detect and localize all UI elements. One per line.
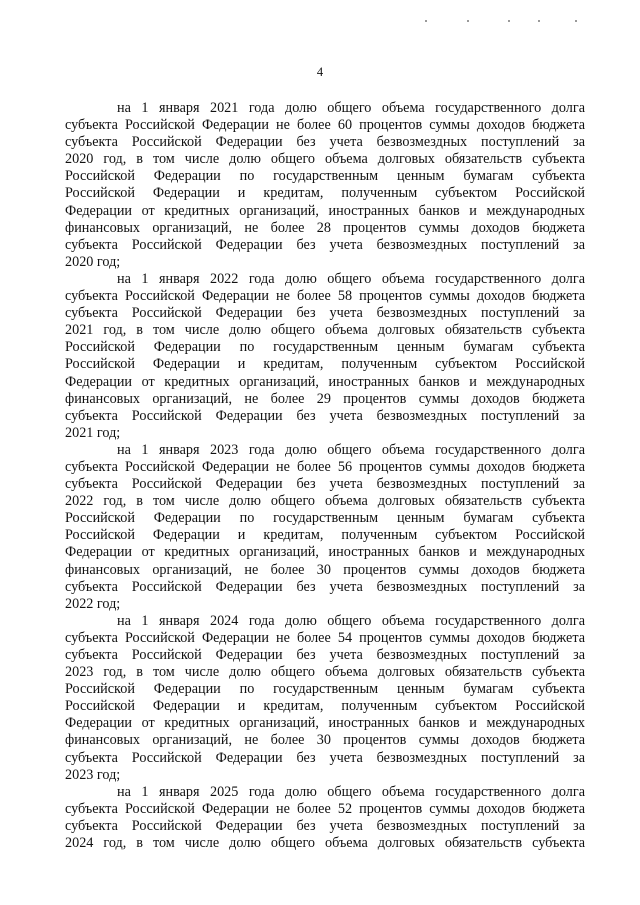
paragraph-2022 [65,271,585,442]
paragraph-2021 [65,100,585,271]
text-line: финансовых организаций, не более 30 процентов суммы доходов бюджета [65,732,585,749]
text-line: субъекта Российской Федерации без учета безвозмездных поступлений за [65,305,585,322]
text-line: на 1 января 2023 года долю общего объема государственного долга [117,441,585,458]
text-line: 2023 год, в том числе долю общего объема долговых обязательств субъекта [65,664,585,681]
text-line: на 1 января 2024 года долю общего объема государственного долга [117,612,585,629]
text-line: Российской Федерации и кредитам, полученным субъектом Российской [65,527,585,544]
text-line: субъекта Российской Федерации без учета безвозмездных поступлений за [65,134,585,151]
text-line: финансовых организаций, не более 28 процентов суммы доходов бюджета [65,219,585,236]
text-line: на 1 января 2022 года долю общего объема государственного долга [117,270,585,287]
text-line: 2024 год, в том числе долю общего объема долговых обязательств субъекта [65,835,585,852]
text-line: субъекта Российской Федерации без учета безвозмездных поступлений за [65,817,585,834]
text-line: финансовых организаций, не более 30 процентов суммы доходов бюджета [65,561,585,578]
text-line: субъекта Российской Федерации без учета безвозмездных поступлений за [65,578,585,595]
text-line: субъекта Российской Федерации не более 56 процентов суммы доходов бюджета [65,458,585,475]
text-line: Российской Федерации и кредитам, полученным субъектом Российской [65,185,585,202]
text-line: субъекта Российской Федерации не более 52 процентов суммы доходов бюджета [65,800,585,817]
text-line: субъекта Российской Федерации не более 54 процентов суммы доходов бюджета [65,629,585,646]
text-line: 2022 год; [65,595,121,612]
text-line: 2020 год, в том числе долю общего объема долговых обязательств субъекта [65,151,585,168]
text-line: 2020 год; [65,253,121,270]
text-line: 2022 год, в том числе долю общего объема долговых обязательств субъекта [65,493,585,510]
text-line: субъекта Российской Федерации без учета безвозмездных поступлений за [65,407,585,424]
page-number: 4 [316,65,324,79]
text-line: Федерации от кредитных организаций, иностранных банков и международных [65,544,585,561]
text-line: субъекта Российской Федерации без учета безвозмездных поступлений за [65,647,585,663]
text-line: субъекта Российской Федерации не более 58 процентов суммы доходов бюджета [65,288,585,305]
document-body [65,100,585,852]
text-line: финансовых организаций, не более 29 процентов суммы доходов бюджета [65,390,585,407]
paragraph-2023 [65,442,585,613]
paragraph-2024 [65,613,585,784]
text-line: субъекта Российской Федерации без учета безвозмездных поступлений за [65,749,585,766]
text-line: Российской Федерации по государственным ценным бумагам субъекта [65,510,585,527]
text-line: 2021 год, в том числе долю общего объема долговых обязательств субъекта [65,322,585,339]
text-line: Российской Федерации по государственным ценным бумагам субъекта [65,339,585,356]
text-line: субъекта Российской Федерации без учета безвозмездных поступлений за [65,476,585,493]
text-line: субъекта Российской Федерации не более 60 процентов суммы доходов бюджета [65,117,585,134]
text-line: Федерации от кредитных организаций, иностранных банков и международных [65,715,585,732]
text-line: на 1 января 2025 года долю общего объема государственного долга [117,783,585,800]
text-line: Российской Федерации и кредитам, полученным субъектом Российской [65,698,585,715]
text-line: Федерации от кредитных организаций, иностранных банков и международных [65,202,585,219]
text-line: субъекта Российской Федерации без учета безвозмездных поступлений за [65,236,585,253]
scan-artifact-dots [425,20,585,26]
text-line: на 1 января 2021 года долю общего объема государственного долга [117,100,585,116]
text-line: Российской Федерации по государственным ценным бумагам субъекта [65,168,585,185]
paragraph-2025 [65,784,585,852]
text-line: Российской Федерации по государственным ценным бумагам субъекта [65,681,585,698]
text-line: 2023 год; [65,766,121,783]
text-line: 2021 год; [65,424,121,441]
text-line: Федерации от кредитных организаций, иностранных банков и международных [65,373,585,390]
text-line: Российской Федерации и кредитам, полученным субъектом Российской [65,356,585,373]
